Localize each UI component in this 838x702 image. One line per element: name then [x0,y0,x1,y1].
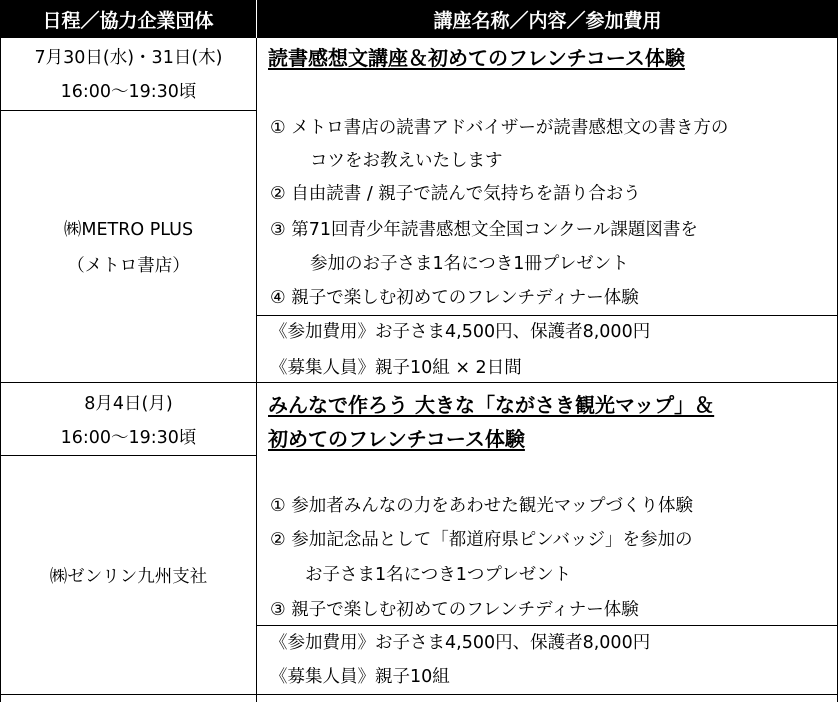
event-1-item: 参加のお子さま1名につき1冊プレゼント [310,254,629,274]
event-1-item: ② 自由読書 / 親子で読んで気持ちを語り合おう [270,184,641,204]
event-1-time: 16:00〜19:30頃 [60,82,197,102]
event-2-fee: 《参加費用》お子さま4,500円、保護者8,000円 [270,633,651,653]
event-2-title: 初めてのフレンチコース体験 [268,427,525,451]
table-border-bottom [0,694,838,695]
event-2-capacity: 《募集人員》親子10組 [270,667,450,687]
event-2-date: 8月4日(月) [84,394,173,414]
event-row-divider [0,382,838,383]
event-1-item: コツをお教えいたします [310,151,503,171]
event-2-partner: ㈱ゼンリン九州支社 [49,567,208,587]
header-course-details: 講座名称／内容／参加費用 [257,0,838,38]
event-1-item: ① メトロ書店の読書アドバイザーが読書感想文の書き方の [270,118,729,138]
event-2-item: ② 参加記念品として「都道府県ピンバッジ」を参加の [270,530,693,550]
event-2-time: 16:00〜19:30頃 [60,428,197,448]
column-divider [256,38,257,702]
event-2-item: ① 参加者みんなの力をあわせた観光マップづくり体験 [270,496,694,516]
event-1-item: ④ 親子で楽しむ初めてのフレンチディナー体験 [270,288,639,308]
header-schedule-partner: 日程／協力企業団体 [0,0,256,38]
event-1-partner-sub: （メトロ書店） [67,256,190,276]
event-1-partner: ㈱METRO PLUS [63,220,194,240]
details-fee-divider-1 [256,315,838,316]
event-1-fee: 《参加費用》お子さま4,500円、保護者8,000円 [270,322,651,342]
event-2-title: みんなで作ろう 大きな「ながさき観光マップ」＆ [268,393,715,417]
event-2-item: お子さま1名につき1つプレゼント [305,565,572,585]
event-1-date: 7月30日(水)・31日(木) [34,48,223,68]
event-1-title: 読書感想文講座＆初めてのフレンチコース体験 [268,46,685,70]
event-1-item: ③ 第71回青少年読書感想文全国コンクール課題図書を [270,220,698,240]
event-1-capacity: 《募集人員》親子10組 × 2日間 [270,358,522,378]
event-2-item: ③ 親子で楽しむ初めてのフレンチディナー体験 [270,600,639,620]
date-partner-divider-1 [0,110,257,111]
date-partner-divider-2 [0,455,257,456]
details-fee-divider-2 [256,625,838,626]
table-border-left [0,38,1,702]
